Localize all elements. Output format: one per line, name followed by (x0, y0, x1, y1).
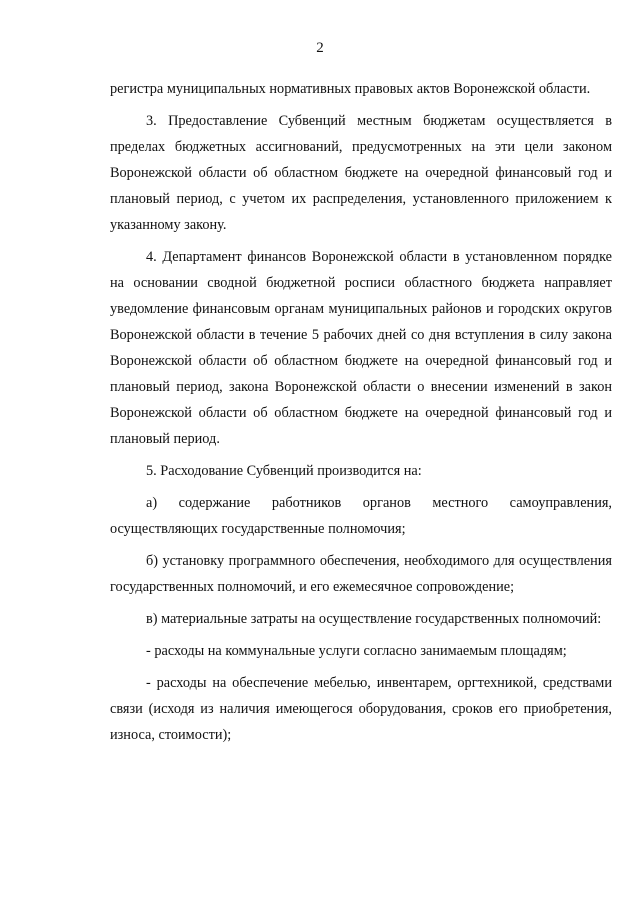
document-body (110, 76, 612, 748)
subitem-utilities: - расходы на коммунальные услуги согласно занимаемым площадям; (146, 643, 567, 659)
item-b-software: б) установку программного обеспечения, необходимого для осуществления государственных полномочий, и его ежемесячное сопровождение; (110, 553, 612, 595)
paragraph-4-finance-department: 4. Департамент финансов Воронежской области в установленном порядке на основании сводной бюджетной росписи областного бюджета направляет уведомление финансовым органам муниципальных районов и городских округов Воронежской области в течение 5 рабочих дней со дня вступления в силу закона Воронежской области об областном бюджете на очередной финансовый год и плановый период, закона Воронежской области о внесении изменений в закон Воронежской области об областном бюджете на очередной финансовый год и плановый период. (110, 249, 612, 447)
paragraph-5-spending: 5. Расходование Субвенций производится на: (146, 463, 422, 479)
subitem-furniture-equipment: - расходы на обеспечение мебелью, инвентарем, оргтехникой, средствами связи (исходя из наличия имеющегося оборудования, сроков его приобретения, износа, стоимости); (110, 675, 612, 743)
item-a-staff-maintenance: а) содержание работников органов местного самоуправления, осуществляющих государственные полномочия; (110, 495, 612, 537)
item-c-material-costs: в) материальные затраты на осуществление государственных полномочий: (146, 611, 602, 627)
paragraph-3-subventions-provision: 3. Предоставление Субвенций местным бюджетам осуществляется в пределах бюджетных ассигнований, предусмотренных на эти цели законом Воронежской области об областном бюджете на очередной финансовый год и плановый период, с учетом их распределения, установленного приложением к указанному закону. (110, 113, 612, 233)
page-number: 2 (316, 40, 324, 56)
paragraph-registry-continuation: регистра муниципальных нормативных правовых актов Воронежской области. (110, 81, 591, 97)
